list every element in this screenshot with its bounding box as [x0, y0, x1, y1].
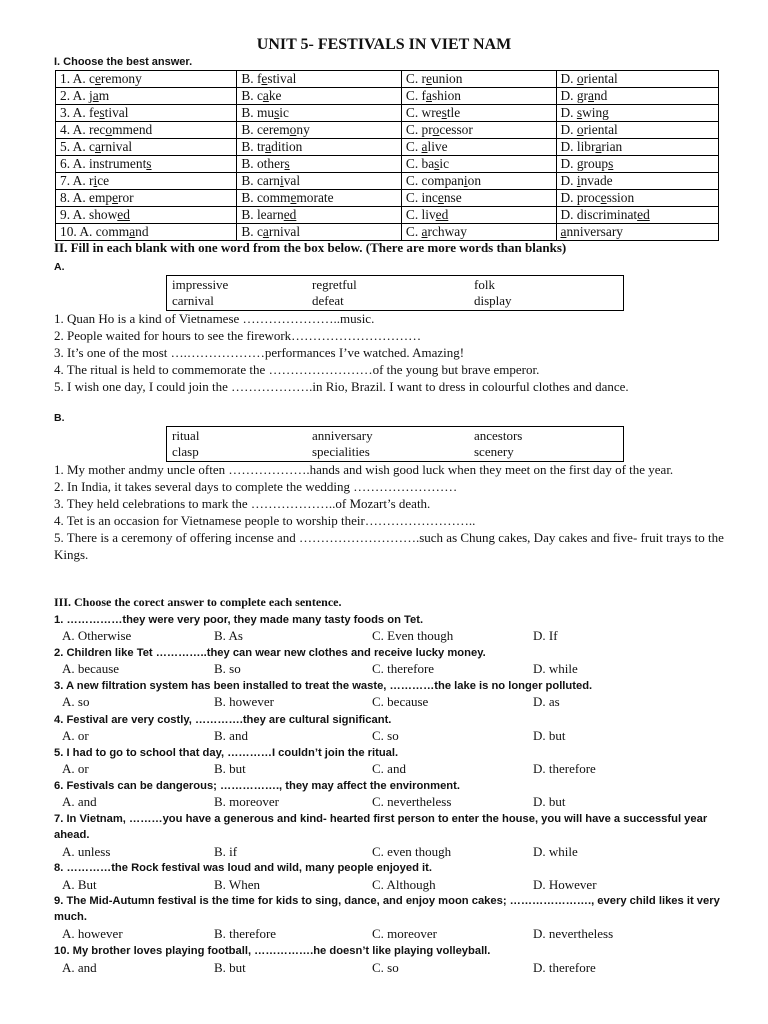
answer-option: D. nevertheless — [533, 926, 614, 941]
part-b-label: B. — [54, 412, 65, 424]
answer-option: 2. A. jam — [56, 88, 237, 105]
part-b-sentences — [54, 461, 734, 563]
answer-option: C. fashion — [401, 88, 556, 105]
answer-option: C. Even though — [372, 628, 454, 643]
answer-option: A. however — [62, 926, 123, 941]
answer-option: 8. A. emperor — [56, 190, 237, 207]
answer-option: C. reunion — [401, 71, 556, 88]
table-row — [56, 71, 719, 88]
answer-option: B. ceremony — [237, 122, 402, 139]
answer-option: 1. A. ceremony — [56, 71, 237, 88]
answer-option: D. swing — [556, 105, 719, 122]
question-text: 8. …………the Rock festival was loud and wild, many people enjoyed it. — [54, 862, 432, 874]
answer-option: D. librarian — [556, 139, 719, 156]
word-box-item: scenery — [474, 444, 514, 459]
word-box-item: specialities — [312, 444, 370, 459]
answer-option: C. wrestle — [401, 105, 556, 122]
answer-option: A. unless — [62, 844, 111, 859]
table-row — [56, 224, 719, 241]
answer-option: C. because — [372, 694, 429, 709]
answer-option: A. and — [62, 794, 97, 809]
answer-option: A. so — [62, 694, 90, 709]
answer-option: A. Otherwise — [62, 628, 132, 643]
table-row — [56, 173, 719, 190]
answer-option: D. therefore — [533, 761, 596, 776]
sentence: 4. Tet is an occasion for Vietnamese people to worship their…………………….. — [54, 513, 476, 528]
answer-option: D. If — [533, 628, 558, 643]
word-box-item: anniversary — [312, 428, 373, 443]
answer-option: A. But — [62, 877, 97, 892]
answer-option: C. so — [372, 728, 399, 743]
answer-option: B. When — [214, 877, 260, 892]
word-box-a — [166, 275, 624, 311]
answer-option: B. carnival — [237, 224, 402, 241]
answer-option: B. if — [214, 844, 238, 859]
answer-option: B. cake — [237, 88, 402, 105]
section-2-heading: II. Fill in each blank with one word from the box below. (There are more words than blanks) — [54, 240, 567, 255]
word-box-item: defeat — [312, 293, 344, 308]
word-box-item: regretful — [312, 277, 357, 292]
answer-option: B. tradition — [237, 139, 402, 156]
answer-option: D. while — [533, 661, 578, 676]
answer-option: D. as — [533, 694, 560, 709]
word-box-item: ritual — [172, 428, 200, 443]
answer-option: C. nevertheless — [372, 794, 452, 809]
answer-option: B. so — [214, 661, 241, 676]
answer-option: C. companion — [401, 173, 556, 190]
part-a-label: A. — [54, 261, 65, 273]
sentence: 2. In India, it takes several days to complete the wedding …………………… — [54, 479, 458, 494]
answer-option: C. even though — [372, 844, 452, 859]
question-text: 1. ……………they were very poor, they made many tasty foods on Tet. — [54, 614, 424, 626]
answer-option: C. lived — [401, 207, 556, 224]
sentence: 5. There is a ceremony of offering incense and ……………………….such as Chung cakes, Day cakes and five- fruit trays to the Kings. — [54, 530, 724, 562]
answer-option: D. but — [533, 794, 566, 809]
sentence: 3. It’s one of the most ….………………performances I’ve watched. Amazing! — [54, 345, 465, 360]
answer-option: C. moreover — [372, 926, 437, 941]
answer-option: D. invade — [556, 173, 719, 190]
answer-option: C. basic — [401, 156, 556, 173]
answer-option: D. but — [533, 728, 566, 743]
answer-option: B. music — [237, 105, 402, 122]
answer-option: C. and — [372, 761, 406, 776]
answer-option: C. archway — [401, 224, 556, 241]
question-text: 6. Festivals can be dangerous; ……………., they may affect the environment. — [54, 780, 460, 792]
answer-option: 9. A. showed — [56, 207, 237, 224]
answer-option: B. others — [237, 156, 402, 173]
answer-option: 4. A. recommend — [56, 122, 237, 139]
word-box-item: display — [474, 293, 512, 308]
sentence: 3. They held celebrations to mark the ………………..of Mozart’s death. — [54, 496, 431, 511]
answer-option: B. festival — [237, 71, 402, 88]
sentence: 4. The ritual is held to commemorate the ……………………of the young but brave emperor. — [54, 362, 540, 377]
question-text: 7. In Vietnam, ………you have a generous and kind- hearted first person to enter the house, you will have a successful year ahead. — [54, 813, 708, 841]
answer-option: C. Although — [372, 877, 436, 892]
answer-option: B. however — [214, 694, 274, 709]
part-a-sentences — [54, 310, 734, 395]
word-box-item: folk — [474, 277, 495, 292]
sentence: 1. My mother andmy uncle often ……………….hands and wish good luck when they meet on the first day of the year. — [54, 462, 674, 477]
answer-option: D. oriental — [556, 122, 719, 139]
answer-option: 7. A. rice — [56, 173, 237, 190]
answer-option: A. or — [62, 761, 89, 776]
answer-option: B. moreover — [214, 794, 279, 809]
answer-option: B. but — [214, 960, 246, 975]
answer-option: B. carnival — [237, 173, 402, 190]
answer-option: A. or — [62, 728, 89, 743]
answer-option: D. therefore — [533, 960, 596, 975]
table-row — [56, 88, 719, 105]
word-box-item: carnival — [172, 293, 214, 308]
question-text: 3. A new filtration system has been installed to treat the waste, …………the lake is no longer polluted. — [54, 680, 593, 692]
page-title: UNIT 5- FESTIVALS IN VIET NAM — [256, 36, 512, 53]
answer-option: B. and — [214, 728, 248, 743]
answer-option: C. processor — [401, 122, 556, 139]
question-text: 2. Children like Tet …………..they can wear new clothes and receive lucky money. — [54, 647, 486, 659]
answer-option: D. However — [533, 877, 597, 892]
answer-option: C. therefore — [372, 661, 435, 676]
pronunciation-table — [55, 70, 719, 241]
question-text: 5. I had to go to school that day, …………I couldn’t join the ritual. — [54, 747, 399, 759]
table-row — [56, 207, 719, 224]
answer-option: 6. A. instruments — [56, 156, 237, 173]
answer-option: B. As — [214, 628, 243, 643]
answer-option: C. incense — [401, 190, 556, 207]
question-text: 10. My brother loves playing football, …………….he doesn’t like playing volleyball. — [54, 945, 491, 957]
answer-option: D. oriental — [556, 71, 719, 88]
sentence: 5. I wish one day, I could join the ……………….in Rio, Brazil. I want to dress in colourful clothes and dance. — [54, 379, 629, 394]
answer-option: D. while — [533, 844, 578, 859]
answer-option: B. commemorate — [237, 190, 402, 207]
answer-option: anniversary — [556, 224, 719, 241]
answer-option: B. learned — [237, 207, 402, 224]
answer-option: 5. A. carnival — [56, 139, 237, 156]
answer-option: D. discriminated — [556, 207, 719, 224]
sentence: 1. Quan Ho is a kind of Vietnamese …………………..music. — [54, 311, 375, 326]
answer-option: D. groups — [556, 156, 719, 173]
answer-option: B. therefore — [214, 926, 277, 941]
table-row — [56, 139, 719, 156]
section-3-heading: III. Choose the corect answer to complete each sentence. — [54, 595, 342, 609]
answer-option: A. because — [62, 661, 120, 676]
answer-option: D. grand — [556, 88, 719, 105]
word-box-item: impressive — [172, 277, 229, 292]
sentence: 2. People waited for hours to see the firework………………………… — [54, 328, 422, 343]
answer-option: 10. A. command — [56, 224, 237, 241]
answer-option: C. so — [372, 960, 399, 975]
answer-option: D. procession — [556, 190, 719, 207]
word-box-item: ancestors — [474, 428, 523, 443]
answer-option: A. and — [62, 960, 97, 975]
table-row — [56, 122, 719, 139]
answer-option: B. but — [214, 761, 246, 776]
question-text: 4. Festival are very costly, ………….they are cultural significant. — [54, 714, 392, 726]
section-1-heading: I. Choose the best answer. — [54, 56, 193, 68]
word-box-item: clasp — [172, 444, 199, 459]
word-box-b — [166, 426, 624, 462]
question-text: 9. The Mid-Autumn festival is the time for kids to sing, dance, and enjoy moon cakes; …………………., every child likes it very much. — [54, 895, 720, 923]
answer-option: 3. A. festival — [56, 105, 237, 122]
table-row — [56, 105, 719, 122]
table-row — [56, 190, 719, 207]
table-row — [56, 156, 719, 173]
answer-option: C. alive — [401, 139, 556, 156]
